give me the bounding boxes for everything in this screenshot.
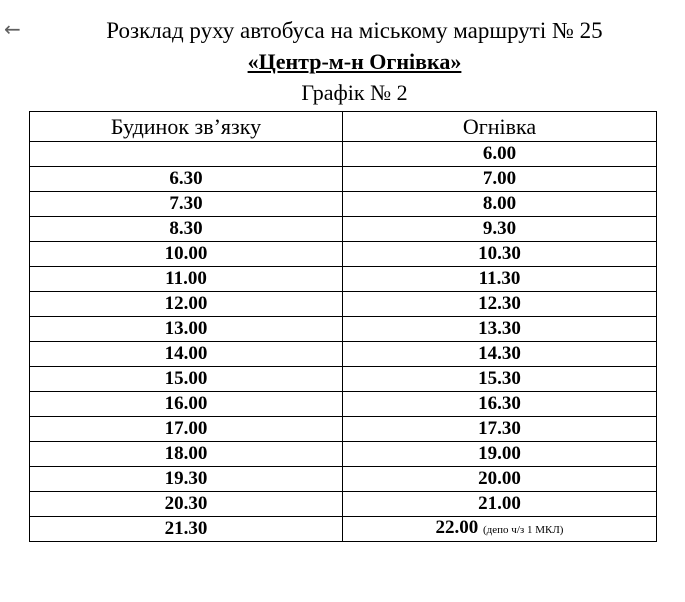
schedule-table-body: [30, 142, 657, 542]
time-value: 14.30: [478, 343, 521, 364]
departure-time-building: 8.30: [30, 217, 343, 242]
table-row: [30, 492, 657, 517]
depot-note: (депо ч/з 1 МКЛ): [483, 524, 564, 536]
departure-time-building: 11.00: [30, 267, 343, 292]
table-row: [30, 342, 657, 367]
table-row: [30, 367, 657, 392]
departure-time-ohnivka: [343, 242, 657, 267]
time-value: 7.00: [482, 168, 517, 189]
time-value: 17.30: [478, 418, 521, 439]
back-arrow-icon[interactable]: ←: [4, 17, 21, 41]
table-row: [30, 267, 657, 292]
departure-time-building: 16.00: [30, 392, 343, 417]
table-row: [30, 317, 657, 342]
table-row: [30, 417, 657, 442]
departure-time-ohnivka: [343, 217, 657, 242]
departure-time-ohnivka: [343, 442, 657, 467]
departure-time-ohnivka: [343, 392, 657, 417]
column-header-ohnivka: Огнівка: [343, 112, 657, 142]
departure-time-ohnivka: [343, 492, 657, 517]
table-row: [30, 192, 657, 217]
time-value: 9.30: [482, 218, 517, 239]
time-value: 22.00: [435, 517, 479, 538]
time-value: 16.30: [478, 393, 521, 414]
departure-time-building: 7.30: [30, 192, 343, 217]
departure-time-building: 20.30: [30, 492, 343, 517]
document-title: Розклад руху автобуса на міському маршруті № 25: [106, 18, 603, 43]
time-value: 6.00: [482, 143, 517, 164]
departure-time-building: 19.30: [30, 467, 343, 492]
departure-time-building: 18.00: [30, 442, 343, 467]
schedule-table: [29, 111, 657, 542]
departure-time-ohnivka: [343, 417, 657, 442]
time-value: 8.00: [482, 193, 517, 214]
table-row: [30, 292, 657, 317]
departure-time-building: 10.00: [30, 242, 343, 267]
departure-time-ohnivka: [343, 517, 657, 542]
time-value: 11.30: [478, 268, 521, 289]
departure-time-building: 15.00: [30, 367, 343, 392]
header-row: [30, 112, 657, 142]
departure-time-ohnivka: [343, 342, 657, 367]
departure-time-ohnivka: [343, 317, 657, 342]
time-value: 15.30: [478, 368, 521, 389]
departure-time-ohnivka: [343, 192, 657, 217]
route-name: «Центр-м-н Огнівка»: [247, 49, 462, 74]
time-value: 21.00: [478, 493, 521, 514]
departure-time-ohnivka: [343, 292, 657, 317]
table-row: [30, 467, 657, 492]
table-row: [30, 217, 657, 242]
table-row: [30, 517, 657, 542]
schedule-table-header: [30, 112, 657, 142]
departure-time-ohnivka: [343, 367, 657, 392]
schedule-number: Графік № 2: [301, 80, 408, 105]
time-value: 12.30: [478, 293, 521, 314]
departure-time-building: 17.00: [30, 417, 343, 442]
departure-time-ohnivka: [343, 167, 657, 192]
departure-time-building: 21.30: [30, 517, 343, 542]
departure-time-ohnivka: [343, 267, 657, 292]
departure-time-building: 6.30: [30, 167, 343, 192]
time-value: 20.00: [478, 468, 521, 489]
departure-time-building: 12.00: [30, 292, 343, 317]
table-row: [30, 392, 657, 417]
time-value: 13.30: [478, 318, 521, 339]
time-value: 19.00: [478, 443, 521, 464]
column-header-building: Будинок зв’язку: [30, 112, 343, 142]
table-row: [30, 142, 657, 167]
departure-time-building: [30, 142, 343, 167]
departure-time-building: 13.00: [30, 317, 343, 342]
departure-time-ohnivka: [343, 142, 657, 167]
departure-time-ohnivka: [343, 467, 657, 492]
table-row: [30, 242, 657, 267]
time-value: 10.30: [478, 243, 521, 264]
departure-time-building: 14.00: [30, 342, 343, 367]
table-row: [30, 442, 657, 467]
table-row: [30, 167, 657, 192]
